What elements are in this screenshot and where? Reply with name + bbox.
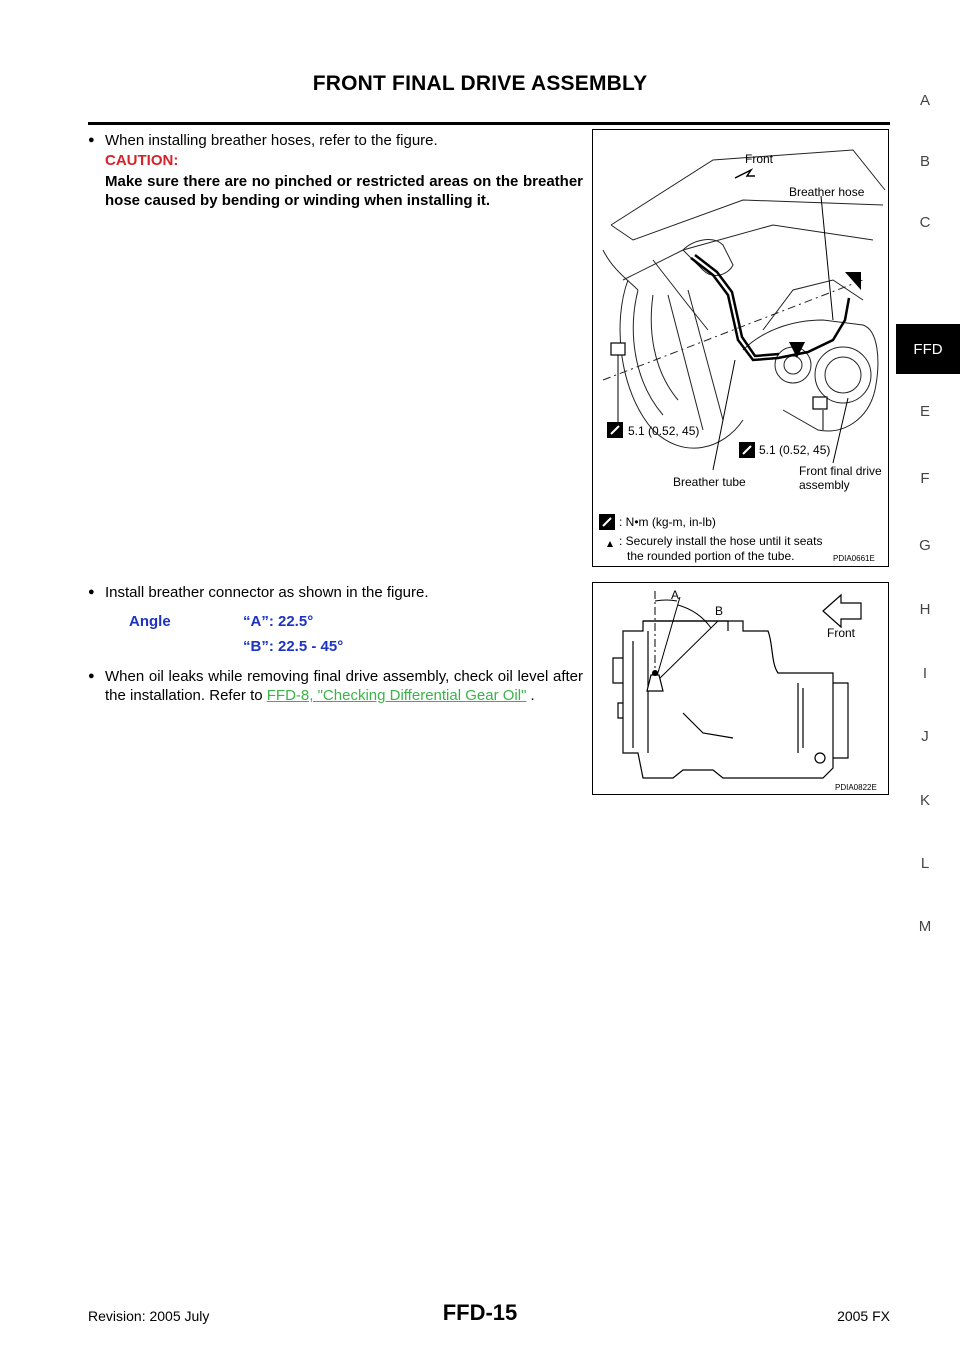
side-index-tab-m[interactable]: M [918, 918, 932, 935]
bullet-icon: ● [88, 670, 95, 682]
bullet-item [88, 131, 583, 151]
label-front-final-drive-1: Front final drive [799, 464, 882, 478]
bullet-text: Install breather connector as shown in the figure. [105, 584, 429, 601]
label-front: Front [827, 626, 856, 640]
side-index-tab-c[interactable]: C [919, 214, 931, 231]
ref-link-checking-gear-oil[interactable]: FFD-8, "Checking Differential Gear Oil" [266, 687, 527, 704]
triangle-marker-icon [845, 272, 861, 290]
angle-a-spec: “A”: 22.5° [243, 613, 314, 630]
bullet-text [105, 667, 583, 705]
bullet-icon: ● [88, 586, 95, 598]
front-arrow-icon [735, 170, 755, 178]
side-index-tab-k[interactable]: K [919, 792, 930, 809]
header-rule [88, 122, 890, 125]
side-index-tab-a[interactable]: A [919, 92, 930, 109]
side-index-tab-j[interactable]: J [921, 728, 929, 745]
footer-model: 2005 FX [837, 1308, 890, 1324]
label-torque-left: 5.1 (0.52, 45) [628, 424, 700, 438]
bullet-item [88, 667, 583, 727]
breather-connector-diagram [593, 583, 888, 794]
figure-breather-hose [592, 129, 889, 567]
side-index-tab-e[interactable]: E [919, 403, 930, 420]
legend-units: : N•m (kg-m, in-lb) [619, 515, 716, 529]
label-angle-a: A [671, 588, 680, 602]
label-front: Front [745, 152, 774, 166]
label-torque-right: 5.1 (0.52, 45) [759, 443, 831, 457]
caution-label: CAUTION: [105, 152, 179, 169]
side-index-tab-g[interactable]: G [919, 537, 931, 554]
side-index-tab-b[interactable]: B [919, 153, 930, 170]
bullet-item [88, 583, 583, 603]
bullet-text-part: When oil leaks while removing final drive assembly, check oil level after the installation. Refer to [105, 668, 583, 704]
bullet-text: When installing breather hoses, refer to the figure. [105, 132, 438, 149]
front-arrow-icon [823, 595, 861, 627]
label-breather-hose: Breather hose [789, 185, 865, 199]
figure-code: PDIA0661E [833, 554, 875, 563]
side-index-tab-i[interactable]: I [922, 665, 928, 682]
footer-revision: Revision: 2005 July [88, 1308, 210, 1324]
label-angle-b: B [715, 604, 724, 618]
side-index-tab-h[interactable]: H [919, 601, 931, 618]
figure-breather-connector [592, 582, 889, 795]
page-title: FRONT FINAL DRIVE ASSEMBLY [312, 72, 648, 95]
angle-b-spec: “B”: 22.5 - 45° [243, 638, 344, 655]
caution-text: Make sure there are no pinched or restricted areas on the breather hose caused by bending or winding when installing it. [105, 173, 583, 209]
side-index-tab-ffd[interactable]: FFD [896, 324, 960, 374]
angle-label: Angle [129, 613, 171, 630]
legend-triangle-line1: : Securely install the hose until it seats [619, 534, 823, 548]
side-index-tab-l[interactable]: L [920, 855, 930, 872]
figure-code: PDIA0822E [835, 783, 877, 792]
bullet-text-part: . [526, 687, 535, 704]
label-front-final-drive-2: assembly [799, 478, 850, 492]
legend-triangle-line2: the rounded portion of the tube. [627, 549, 795, 563]
breather-hose-diagram [593, 130, 888, 566]
bullet-icon: ● [88, 134, 95, 146]
triangle-marker-icon [607, 541, 613, 547]
label-breather-tube: Breather tube [673, 475, 746, 489]
footer-page-code: FFD-15 [442, 1300, 518, 1325]
side-index-tab-f[interactable]: F [920, 470, 930, 487]
